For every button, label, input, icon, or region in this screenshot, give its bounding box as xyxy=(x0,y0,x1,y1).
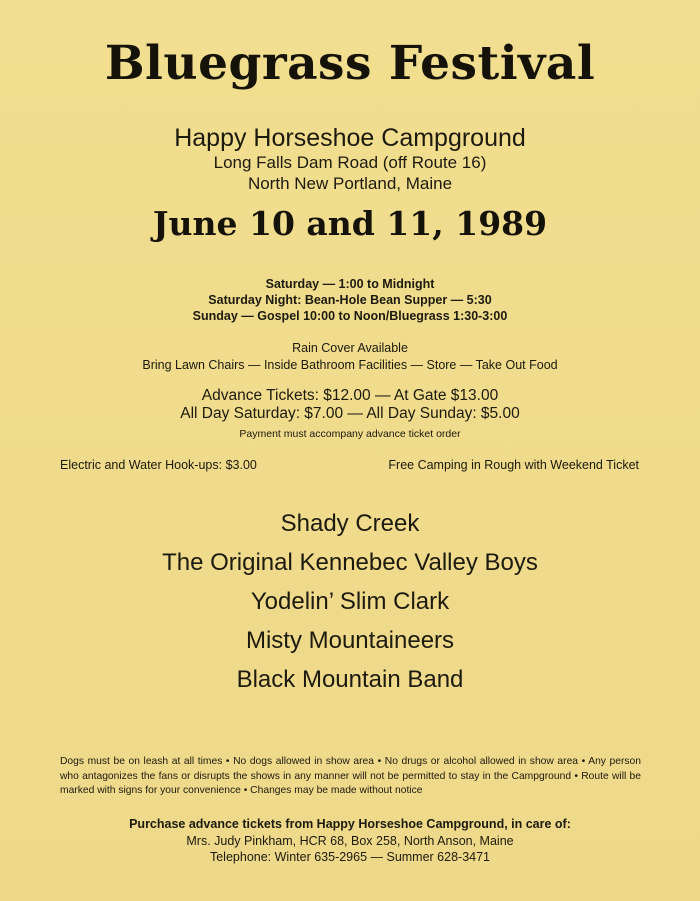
band-name: The Original Kennebec Valley Boys xyxy=(162,549,538,576)
payment-note: Payment must accompany advance ticket order xyxy=(239,428,461,440)
ticket-prices-line1: Advance Tickets: $12.00 — At Gate $13.00 xyxy=(201,387,499,404)
band-name: Yodelin’ Slim Clark xyxy=(250,588,450,615)
hookups-price: Electric and Water Hook-ups: $3.00 xyxy=(60,458,257,472)
venue-address-line1: Long Falls Dam Road (off Route 16) xyxy=(213,153,487,172)
venue-address-line2: North New Portland, Maine xyxy=(247,174,453,193)
purchase-phone: Telephone: Winter 635-2965 — Summer 628-3471 xyxy=(209,850,491,864)
event-date: June 10 and 11, 1989 xyxy=(152,204,548,243)
rain-cover-note: Rain Cover Available xyxy=(292,341,408,355)
venue-name: Happy Horseshoe Campground xyxy=(174,124,526,152)
schedule-line: Saturday Night: Bean-Hole Bean Supper — 5:30 xyxy=(208,293,492,307)
band-name: Shady Creek xyxy=(280,510,420,537)
purchase-address: Mrs. Judy Pinkham, HCR 68, Box 258, North Anson, Maine xyxy=(186,834,514,848)
ticket-prices-line2: All Day Saturday: $7.00 — All Day Sunday: $5.00 xyxy=(180,405,520,422)
campground-rules: Dogs must be on leash at all times • No dogs allowed in show area • No drugs or alcohol allowed in show area • Any person who antagonizes the fans or disrupts the shows in any manner will not be permitted to stay in the Campground • Route will be marked with signs for your convenience • Changes may be made without notice xyxy=(60,756,641,796)
schedule-line: Saturday — 1:00 to Midnight xyxy=(265,277,435,291)
free-camping-note: Free Camping in Rough with Weekend Ticket xyxy=(388,458,639,472)
band-name: Black Mountain Band xyxy=(236,666,464,693)
poster-title: Bluegrass Festival xyxy=(104,36,596,91)
amenities-line: Bring Lawn Chairs — Inside Bathroom Facilities — Store — Take Out Food xyxy=(142,358,558,372)
band-name: Misty Mountaineers xyxy=(245,627,455,654)
purchase-heading: Purchase advance tickets from Happy Horseshoe Campground, in care of: xyxy=(129,817,571,831)
schedule-line: Sunday — Gospel 10:00 to Noon/Bluegrass 1:30-3:00 xyxy=(192,309,508,323)
